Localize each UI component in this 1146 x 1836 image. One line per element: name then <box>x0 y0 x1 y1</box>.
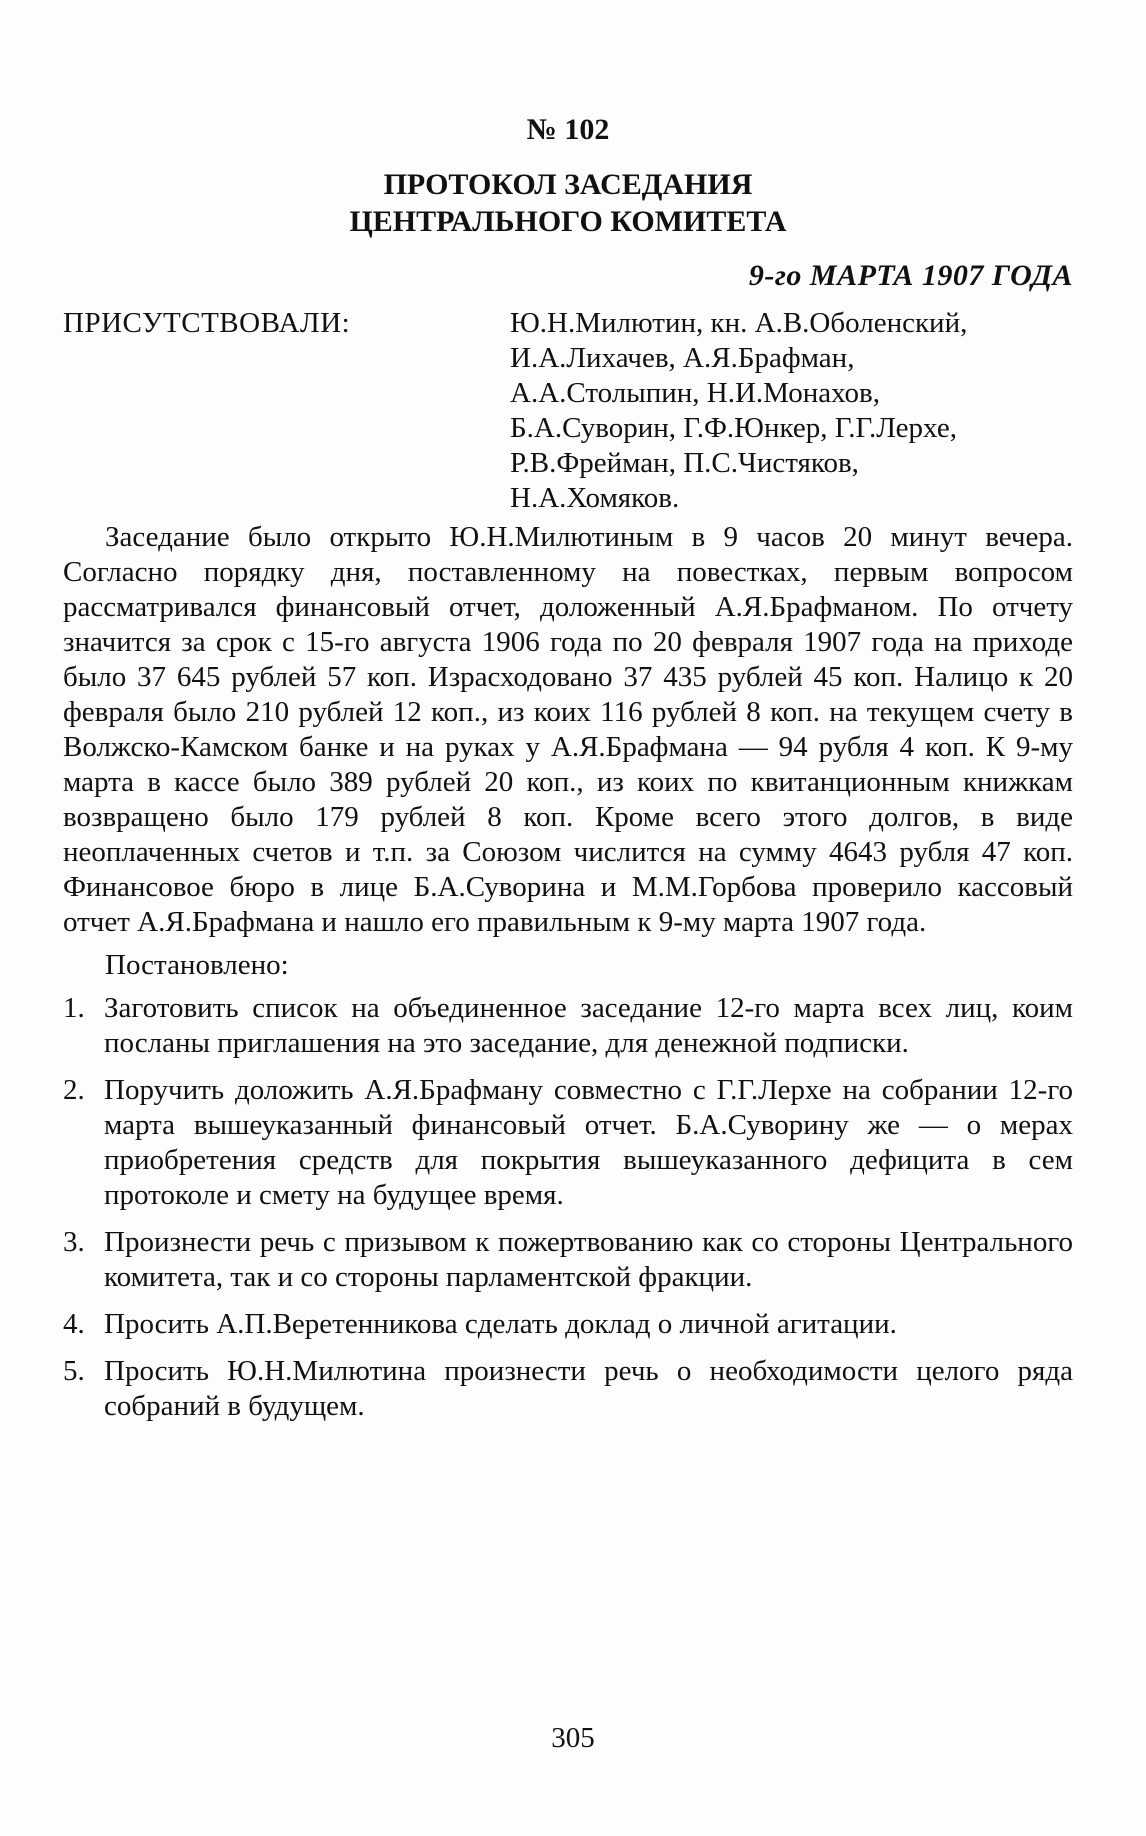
resolution-text: Просить Ю.Н.Милютина произнести речь о необходимости целого ряда собраний в будущем. <box>104 1355 1073 1422</box>
page-number: 305 <box>551 1722 595 1754</box>
document-title-line-1: ПРОТОКОЛ ЗАСЕДАНИЯ <box>383 168 753 201</box>
resolution-number: 3. <box>63 1226 85 1258</box>
attendee-line: И.А.Лихачев, А.Я.Брафман, <box>510 342 855 374</box>
attendee-line: Н.А.Хомяков. <box>510 482 680 514</box>
attendee-list <box>510 306 1073 516</box>
resolution-list <box>63 991 1073 1424</box>
attendee-line: Р.В.Фрейман, П.С.Чистяков, <box>510 447 859 479</box>
resolution-text: Поручить доложить А.Я.Брафману совместно с Г.Г.Лерхе на собрании 12-го марта вышеуказанный финансовый отчет. Б.А.Суворину же — о мерах приобретения средств для покрытия вышеуказанного дефицита в сем протоколе и смету на будущее время. <box>104 1074 1073 1211</box>
resolution-item <box>63 1073 1073 1213</box>
resolution-item <box>63 1307 1073 1342</box>
attendance-label: ПРИСУТСТВОВАЛИ: <box>63 307 351 339</box>
resolution-text: Заготовить список на объединенное заседание 12-го марта всех лиц, коим посланы приглашения на это заседание, для денежной подписки. <box>104 992 1073 1059</box>
resolved-label: Постановлено: <box>105 949 289 981</box>
resolution-number: 1. <box>63 992 85 1024</box>
resolution-number: 2. <box>63 1074 85 1106</box>
resolution-item <box>63 991 1073 1061</box>
resolution-number: 4. <box>63 1308 85 1340</box>
document-number: № 102 <box>526 113 610 146</box>
resolution-number: 5. <box>63 1355 85 1387</box>
attendee-line: Ю.Н.Милютин, кн. А.В.Оболенский, <box>510 307 968 339</box>
attendee-line: Б.А.Суворин, Г.Ф.Юнкер, Г.Г.Лерхе, <box>510 412 957 444</box>
resolution-text: Произнести речь с призывом к пожертвованию как со стороны Центрального комитета, так и со стороны парламентской фракции. <box>104 1226 1073 1293</box>
body-paragraph: Заседание было открыто Ю.Н.Милютиным в 9 часов 20 минут вечера. Согласно порядку дня, поставленному на повестках, первым вопросом рассматривался финансовый отчет, доложенный А.Я.Брафманом. По отчету значится за срок с 15-го августа 1906 года по 20 февраля 1907 года на приходе было 37 645 рублей 57 коп. Израсходовано 37 435 рублей 45 коп. Налицо к 20 февраля было 210 рублей 12 коп., из коих 116 рублей 8 коп. на текущем счету в Волжско-Камском банке и на руках у А.Я.Брафмана — 94 рубля 4 коп. К 9-му марта в кассе было 389 рублей 20 коп., из коих по квитанционным книжкам возвращено было 179 рублей 8 коп. Кроме всего этого долгов, в виде неоплаченных счетов и т.п. за Союзом числится на сумму 4643 рубля 47 коп. Финансовое бюро в лице Б.А.Суворина и М.М.Горбова проверило кассовый отчет А.Я.Брафмана и нашло его правильным к 9-му марта 1907 года. <box>63 521 1073 938</box>
resolution-item <box>63 1354 1073 1424</box>
attendance-block <box>63 306 1073 516</box>
document-content <box>63 112 1073 1436</box>
attendee-line: А.А.Столыпин, Н.И.Монахов, <box>510 377 880 409</box>
resolution-text: Просить А.П.Веретенникова сделать доклад о личной агитации. <box>104 1308 897 1340</box>
document-title-line-2: ЦЕНТРАЛЬНОГО КОМИТЕТА <box>349 205 787 238</box>
document-date: 9-го МАРТА 1907 ГОДА <box>748 259 1073 292</box>
resolution-item <box>63 1225 1073 1295</box>
